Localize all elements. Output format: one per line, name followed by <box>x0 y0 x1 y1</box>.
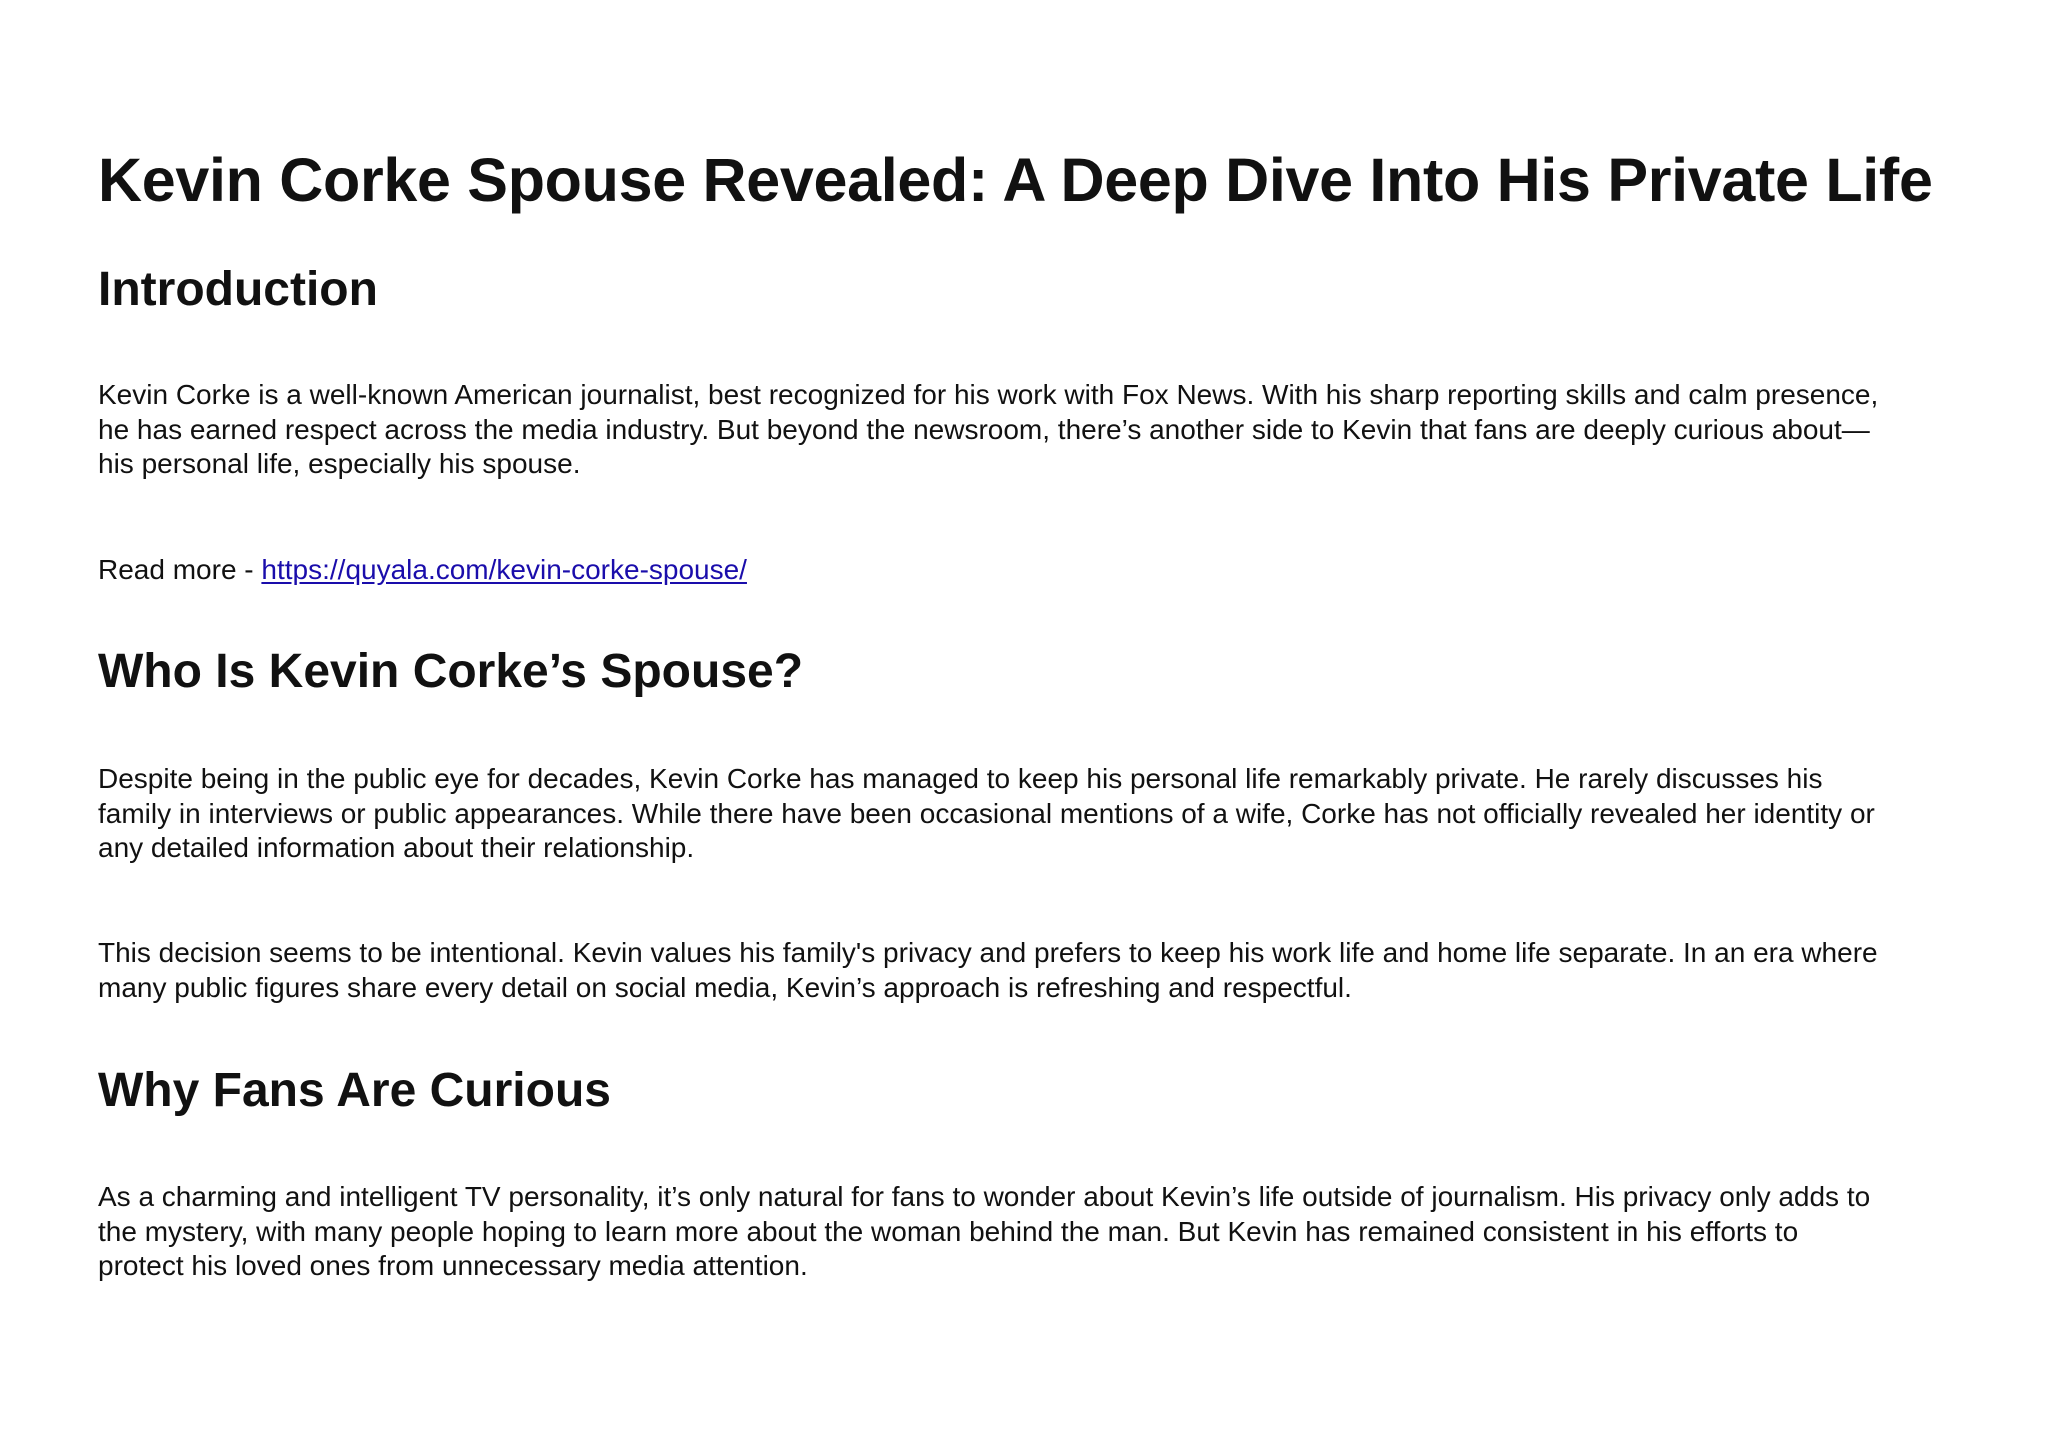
paragraph-line: Kevin Corke is a well-known American journalist, best recognized for his work with Fox News. With his sharp reporting skills and calm presence, <box>98 379 1879 410</box>
paragraph-line: he has earned respect across the media industry. But beyond the newsroom, there’s another side to Kevin that fans are deeply curious about— <box>98 413 1870 445</box>
paragraph-line: This decision seems to be intentional. Kevin values his family's privacy and prefers to keep his work life and home life separate. In an era where <box>98 937 1878 968</box>
paragraph-line: many public figures share every detail on social media, Kevin’s approach is refreshing and respectful. <box>98 971 1352 1003</box>
paragraph-line: protect his loved ones from unnecessary media attention. <box>98 1250 808 1281</box>
paragraph-line: family in interviews or public appearances. While there have been occasional mentions of a wife, Corke has not officially revealed her identity or <box>98 797 1875 829</box>
paragraph-spouse-privacy <box>98 762 1978 866</box>
article-title: Kevin Corke Spouse Revealed: A Deep Dive Into His Private Life <box>98 146 1933 214</box>
paragraph-line: Despite being in the public eye for decades, Kevin Corke has managed to keep his personal life remarkably private. He rarely discusses his <box>98 763 1823 794</box>
section-heading-introduction: Introduction <box>98 263 378 316</box>
section-heading-why-fans-curious: Why Fans Are Curious <box>98 1064 611 1117</box>
read-more-link[interactable]: https://quyala.com/kevin-corke-spouse/ <box>261 554 747 585</box>
paragraph-line: As a charming and intelligent TV personality, it’s only natural for fans to wonder about Kevin’s life outside of journalism. His privacy only adds to <box>98 1181 1871 1212</box>
paragraph-fans-curiosity <box>98 1180 1978 1284</box>
read-more <box>98 553 747 588</box>
section-heading-who-is-spouse: Who Is Kevin Corke’s Spouse? <box>98 645 804 698</box>
paragraph-line: the mystery, with many people hoping to learn more about the woman behind the man. But Kevin has remained consistent in his efforts to <box>98 1215 1799 1247</box>
paragraph-intentional-decision <box>98 936 1978 1005</box>
paragraph-introduction <box>98 378 1978 482</box>
paragraph-line: his personal life, especially his spouse. <box>98 448 581 479</box>
paragraph-line: any detailed information about their relationship. <box>98 832 695 863</box>
read-more-prefix: Read more - <box>98 554 262 585</box>
